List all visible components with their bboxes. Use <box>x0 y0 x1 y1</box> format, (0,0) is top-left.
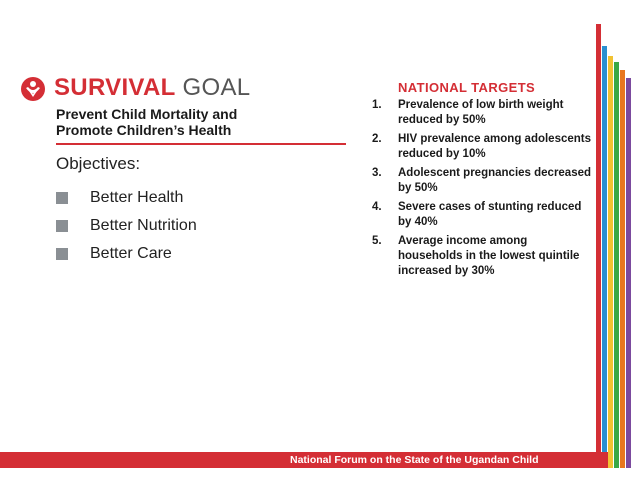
survival-emblem-icon <box>20 76 46 102</box>
divider <box>56 143 346 145</box>
list-item <box>372 132 594 162</box>
target-text: Severe cases of stunting reduced by 40% <box>398 201 582 228</box>
color-stripe-red <box>596 24 601 468</box>
objectives-list <box>56 184 197 268</box>
title-light: GOAL <box>182 74 251 101</box>
subtitle-line-1: Prevent Child Mortality and <box>56 106 238 122</box>
objectives-label: Objectives: <box>56 154 141 173</box>
color-stripe-yellow <box>608 56 613 468</box>
list-item <box>56 212 197 240</box>
gray-square-icon <box>56 248 68 260</box>
color-stripe-green <box>614 62 619 468</box>
objective-text: Better Nutrition <box>90 217 197 234</box>
color-stripe-blue <box>602 46 607 468</box>
list-item <box>372 234 594 279</box>
target-number: 2. <box>372 133 382 145</box>
target-text: HIV prevalence among adolescents reduced by 10% <box>398 133 592 160</box>
target-text: Adolescent pregnancies decreased by 50% <box>398 167 592 194</box>
color-stripe-purple <box>626 78 631 468</box>
list-item <box>56 184 197 212</box>
targets-list <box>372 98 594 283</box>
target-text: Average income among households in the lowest quintile increased by 30% <box>398 235 580 277</box>
objective-text: Better Health <box>90 189 184 206</box>
subtitle-line-2: Promote Children’s Health <box>56 122 232 138</box>
list-item <box>56 240 197 268</box>
gray-square-icon <box>56 220 68 232</box>
gray-square-icon <box>56 192 68 204</box>
title-bold: SURVIVAL <box>54 74 176 101</box>
target-text: Prevalence of low birth weight reduced by 50% <box>398 99 564 126</box>
color-stripe-orange <box>620 70 625 468</box>
list-item <box>372 200 594 230</box>
target-number: 5. <box>372 235 382 247</box>
footer-text: National Forum on the State of the Ugandan Child <box>290 454 539 466</box>
target-number: 3. <box>372 167 382 179</box>
objective-text: Better Care <box>90 245 172 262</box>
targets-title: NATIONAL TARGETS <box>398 80 536 95</box>
target-number: 4. <box>372 201 382 213</box>
page-title <box>54 74 250 102</box>
list-item <box>372 166 594 196</box>
subtitle <box>56 106 316 138</box>
target-number: 1. <box>372 99 382 111</box>
list-item <box>372 98 594 128</box>
